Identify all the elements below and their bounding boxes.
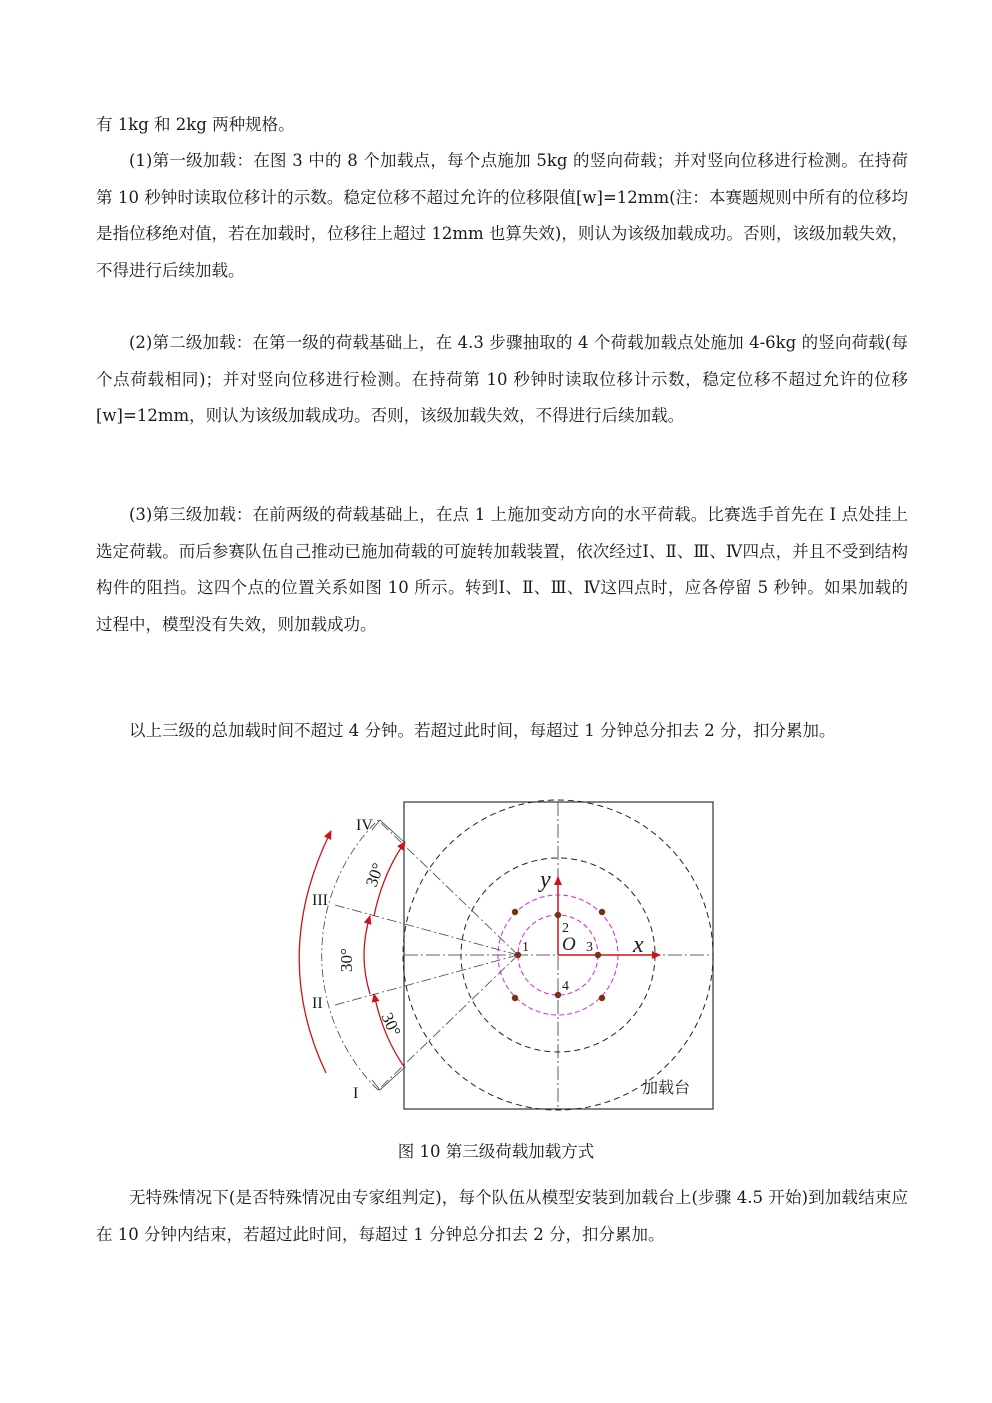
ray-to-IV	[378, 820, 518, 955]
ray-to-II	[335, 955, 518, 1005]
paragraph-second-level-loading: (2)第二级加载：在第一级的荷载基础上，在 4.3 步骤抽取的 4 个荷载加载点处施加 4-6kg 的竖向荷载(每个点荷载相同)；并对竖向位移进行检测。在持荷第 10 秒钟时读取位移计示数，稳定位移不超过允许的位移[w]=12mm，则认为该级加载成功。否则，该级加载失效，不得进行后续加载。	[96, 333, 908, 425]
paragraph-third-level-loading: (3)第三级加载：在前两级的荷载基础上，在点 1 上施加变动方向的水平荷载。比赛选手首先在 I 点处挂上选定荷载。而后参赛队伍自己推动已施加荷载的可旋转加载装置，依次经过Ⅰ、Ⅱ、Ⅲ、Ⅳ四点，并且不受到结构构件的阻挡。这四个点的位置关系如图 10 所示。转到Ⅰ、Ⅱ、Ⅲ、Ⅳ这四点时，应各停留 5 秒钟。如果加载的过程中，模型没有失效，则加载成功。	[96, 505, 908, 634]
origin-label: O	[562, 934, 576, 955]
paragraph-overall-time-limit: 无特殊情况下(是否特殊情况由专家组判定)，每个队伍从模型安装到加载台上(步骤 4.5 开始)到加载结束应在 10 分钟内结束，若超过此时间，每超过 1 分钟总分扣去 2 分，扣分累加。	[96, 1188, 908, 1244]
load-point-3	[595, 952, 601, 958]
figure-caption: 图 10 第三级荷载加载方式	[397, 1142, 595, 1161]
x-axis-label: x	[633, 932, 644, 958]
tick-I	[372, 1068, 404, 1090]
load-point-3-label: 3	[586, 940, 593, 955]
loading-platform-label: 加载台	[642, 1078, 691, 1097]
load-point-ul	[512, 909, 518, 915]
y-axis-label: y	[540, 867, 551, 893]
paragraph-total-time-limit: 以上三级的总加载时间不超过 4 分钟。若超过此时间，每超过 1 分钟总分扣去 2 分，扣分累加。	[129, 721, 836, 740]
loading-diagram	[280, 795, 720, 1115]
load-point-ll	[512, 995, 518, 1001]
paragraph-first-level-loading: (1)第一级加载：在图 3 中的 8 个加载点，每个点施加 5kg 的竖向荷载；并对竖向位移进行检测。在持荷第 10 秒钟时读取位移计的示数。稳定位移不超过允许的位移限值[w]=12mm(注：本赛题规则中所有的位移均是指位移绝对值，若在加载时，位移往上超过 12mm 也算失效)，则认为该级加载成功。否则，该级加载失效，不得进行后续加载。	[96, 151, 908, 280]
ray-to-III	[335, 905, 518, 955]
load-point-lr	[599, 995, 605, 1001]
label-point-I: I	[353, 1085, 359, 1102]
figure-10	[280, 795, 720, 1115]
load-point-4	[555, 992, 561, 998]
load-point-1-label: 1	[522, 940, 529, 955]
tick-IV	[372, 820, 404, 842]
angle-label-upper: 30°	[361, 860, 388, 890]
angle-label-lower: 30°	[377, 1009, 405, 1040]
label-point-IV: IV	[356, 817, 373, 834]
load-point-1	[515, 952, 521, 958]
overall-rotation-arrow	[299, 831, 331, 1073]
label-point-II: II	[312, 995, 323, 1012]
load-point-2	[555, 912, 561, 918]
angle-label-middle: 30°	[337, 948, 356, 972]
load-point-2-label: 2	[562, 921, 569, 936]
load-point-4-label: 4	[562, 979, 569, 994]
arc-arrow-II-III	[364, 916, 370, 994]
paragraph-weight-specs: 有 1kg 和 2kg 两种规格。	[96, 115, 295, 134]
label-point-III: III	[312, 892, 328, 909]
load-point-ur	[599, 909, 605, 915]
